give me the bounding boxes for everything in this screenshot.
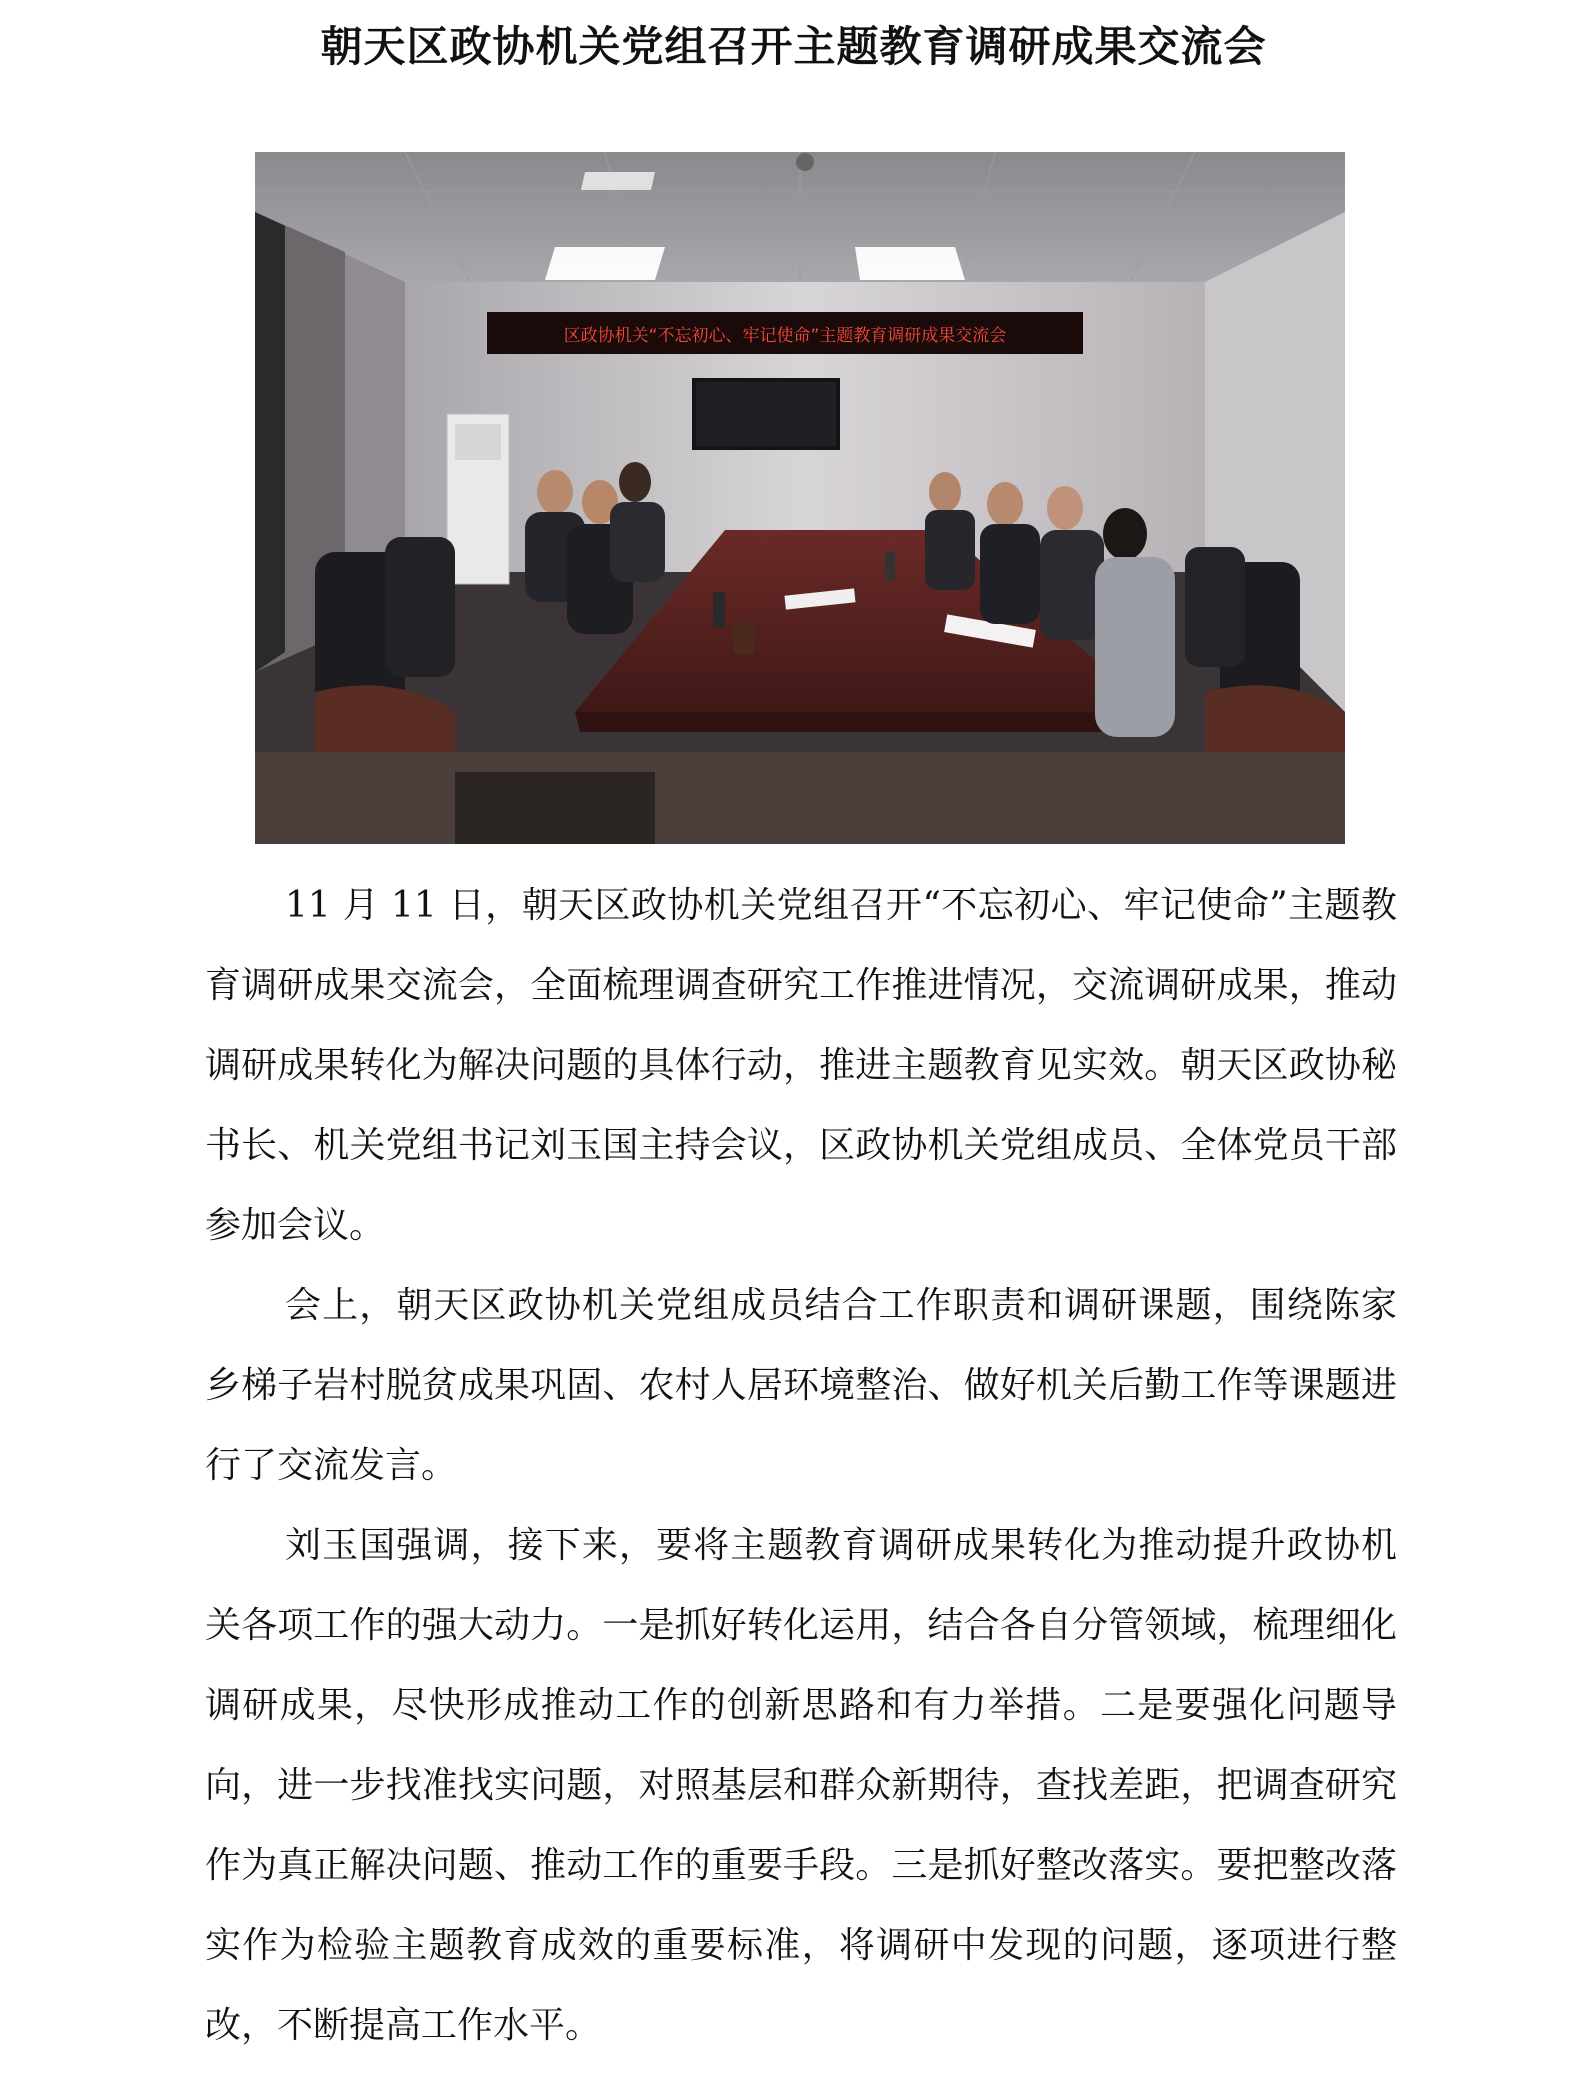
meeting-photo — [255, 152, 1345, 844]
paragraph-3: 刘玉国强调，接下来，要将主题教育调研成果转化为推动提升政协机关各项工作的强大动力。一是抓好转化运用，结合各自分管领域，梳理细化调研成果，尽快形成推动工作的创新思路和有力举措。二是要强化问题导向，进一步找准找实问题，对照基层和群众新期待，查找差距，把调查研究作为真正解决问题、推动工作的重要手段。三是抓好整改落实。要把整改落实作为检验主题教育成效的重要标准，将调研中发现的问题，逐项进行整改，不断提高工作水平。 — [205, 1525, 1397, 2046]
paragraph-2: 会上，朝天区政协机关党组成员结合工作职责和调研课题，围绕陈家乡梯子岩村脱贫成果巩固、农村人居环境整治、做好机关后勤工作等课题进行了交流发言。 — [205, 1285, 1397, 1486]
led-banner-text: 区政协机关“不忘初心、牢记使命”主题教育调研成果交流会 — [563, 326, 1007, 346]
page-title: 朝天区政协机关党组召开主题教育调研成果交流会 — [320, 22, 1267, 71]
paragraph-1: 11 月 11 日，朝天区政协机关党组召开“不忘初心、牢记使命”主题教育调研成果交流会，全面梳理调查研究工作推进情况，交流调研成果，推动调研成果转化为解决问题的具体行动，推进主题教育见实效。朝天区政协秘书长、机关党组书记刘玉国主持会议，区政协机关党组成员、全体党员干部参加会议。 — [205, 885, 1397, 1246]
article-body — [205, 866, 1397, 2066]
meeting-photo-illustration — [255, 152, 1345, 844]
